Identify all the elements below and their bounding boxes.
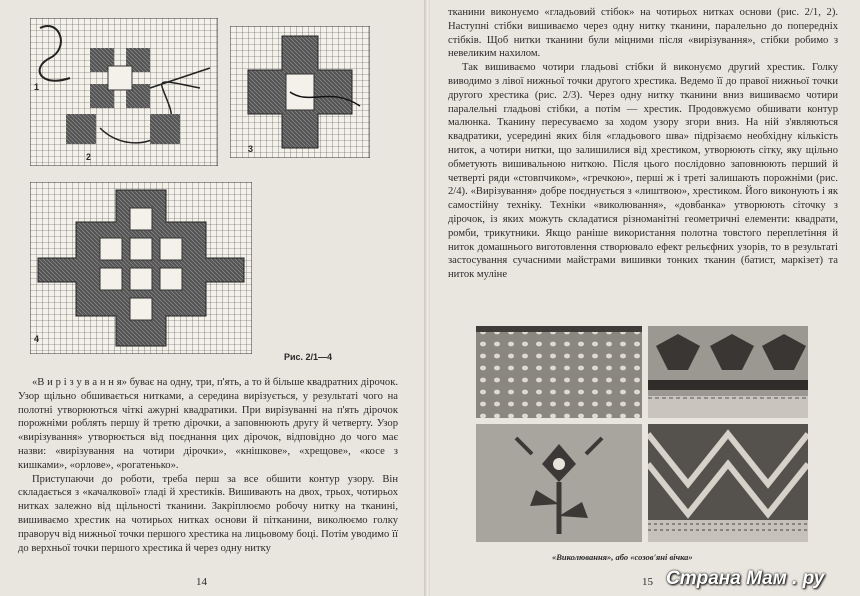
figure-caption: Рис. 2/1—4 [284, 352, 333, 362]
right-page-text [448, 6, 838, 282]
photo-caption: «Виколювання», або «созов'яні вічка» [552, 552, 693, 562]
left-page-text [18, 376, 398, 555]
figure-4 [30, 182, 252, 354]
figure-3 [230, 26, 370, 158]
photo-eyelet-band [476, 326, 642, 418]
photo-tulip-border [648, 326, 808, 418]
photo-geometric-band-drawing [648, 424, 808, 542]
photo-eyelet-band-drawing [476, 326, 642, 418]
figure-label-4: 4 [34, 334, 40, 344]
figure-1-2-drawing [30, 18, 218, 166]
figure-1-2 [30, 18, 218, 166]
figure-3-drawing [230, 26, 370, 158]
photo-flower-motif [476, 424, 642, 542]
site-watermark[interactable]: Страна Мам . ру [666, 568, 825, 589]
figure-label-1: 1 [34, 82, 40, 92]
photo-tulip-border-drawing [648, 326, 808, 418]
page-number-right: 15 [642, 576, 653, 588]
right-page [430, 0, 860, 596]
figure-label-3: 3 [248, 144, 254, 154]
right-paragraph-1: тканини виконуємо «гладьовий стібок» на чотирьох нитках основи (рис. 2/1, 2). Наступні стібки вишиваємо через одну нитку тканини, паралельно до попередніх стібків. Щоб нитки тканини були міцними після «вирізування», стібки робимо з невеликим нахилом. [448, 7, 838, 60]
figure-label-2: 2 [86, 152, 92, 162]
figure-4-drawing [30, 182, 252, 354]
right-paragraph-2: Так вишиваємо чотири гладьові стібки й виконуємо другий хрестик. Голку виводимо з лівої нижньої точки другого хрестика. Ведемо її до правої нижньої точки другого хрестика (рис. 2/3). Через одну нитку тканини вниз вишиваємо чотири паралельні гладьові стібки, а потім — хрестик. Продовжуємо обшивати контур малюнка. Тканину пересуваємо за ходом узору згори вниз. На ній з'являються квадратики, усередині яких біля «гладьового шва» підрізаємо необхідну кількість ниток, а чотири нитки, що залишилися від хрестиком, утворюють сітку, яку щільно обметують вишивальною ниткою. Після цього послідовно заповнюють перший й четверті ряди «стовпчиком», «гречкою», перші ж і треті залишають порожніми (рис. 2/4). «Вирізування» добре поєднується з «лиштвою», хрестиком. Його виконують і як самостійну техніку. Техніки «виколювання», «довбанка» утворюють сіточку з дірочок, із яких можуть складатися різноманітні геометричні елементи: квадрати, ромби, трикутники. Якщо раніше використання полотна товстого переплетіння й ниток домашнього виготовлення створювало ефект рельєфних узорів, то в результаті застосування сучасними майстрами вишивки тонких тканин (батист, маркізет) та ниток муліне [448, 62, 838, 281]
photo-geometric-band [648, 424, 808, 542]
page-number-left: 14 [196, 576, 207, 588]
left-paragraph-1: «В и р і з у в а н н я» буває на одну, три, п'ять, а то й більше квадратних дірочок. Узор щільно обшивається нитками, а середина вирізується, у результаті чого на полотні утворюються чіткі ажурні квадратики. При вирізуванні на п'ять дірочок порожніми роблять першу й третю дірочки, а заповнюють другу й четверту. Узор «вирізування» утворюється від поєднання цих дірочок, відповідно до чого має назви: «вирізування на чотири дірочки», «кнішкове», «хрещове», «косе з кишками», «орлове», «рогатенько». [18, 377, 398, 471]
left-page [0, 0, 426, 596]
left-paragraph-2: Приступаючи до роботи, треба перш за все обшити контур узору. Він складається з «качалкової» гладі й хрестиків. Вишивають на двох, трьох, чотирьох нитках залежно від щільності тканини. Закріплюємо робочу нитку на тканині, вишиваємо хрестик на чотирьох нитках основи й пітканини, виколюємо голку праворуч від нижньої точки першого хрестика на лицьовому боці. Потім уводимо її до верхньої точки першого хрестика й через одну нитку [18, 473, 398, 554]
photo-flower-motif-drawing [476, 424, 642, 542]
